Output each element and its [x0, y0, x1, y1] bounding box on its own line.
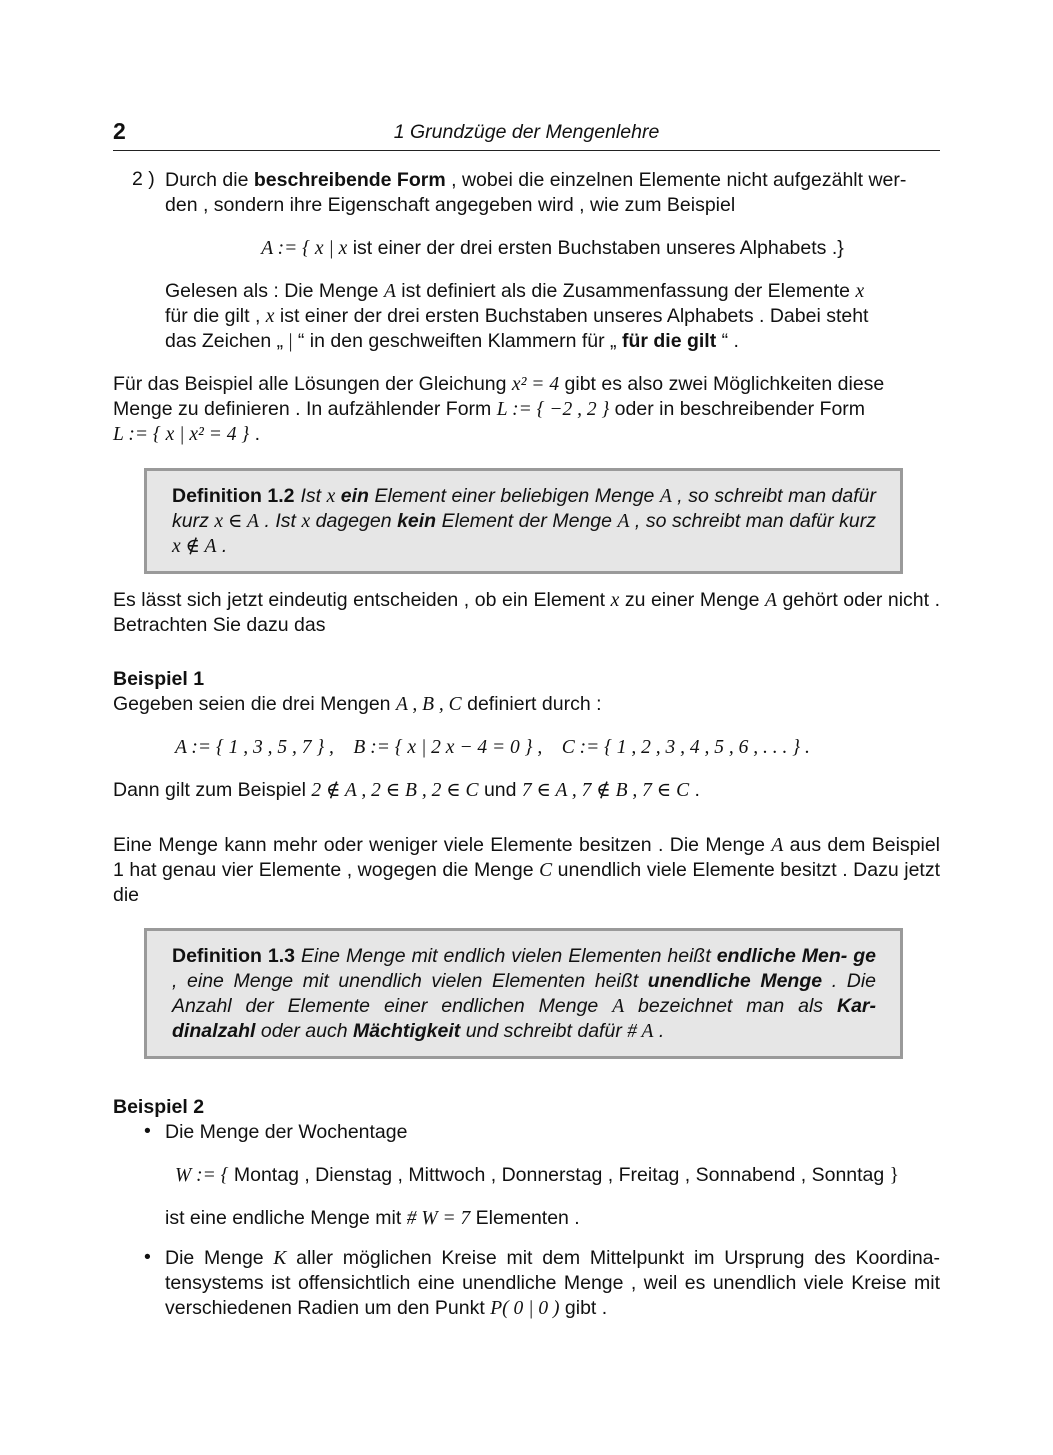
beispiel-2	[113, 1095, 940, 1321]
definition-label: Definition 1.2	[172, 485, 295, 507]
list-item-number: 2 )	[132, 168, 155, 190]
bullet-icon: •	[144, 1246, 151, 1268]
beispiel-1-intro: Gegeben seien die drei Mengen A , B , C definiert durch :	[113, 693, 602, 715]
list-item-2	[113, 168, 940, 354]
decide-paragraph: Es lässt sich jetzt eindeutig entscheiden , ob ein Element x zu einer Menge A gehört oder nicht . Betrachten Sie dazu das	[113, 589, 940, 636]
page-number: 2	[113, 118, 126, 144]
definition-1-3-box: Definition 1.3 Eine Menge mit endlich vielen Elementen heißt endliche Men- ge , eine Menge mit unendlich vielen Elementen heißt unendliche Menge . Die Anzahl der Elemente einer endlichen Menge A bezeichnet man als Kar- dinalzahl oder auch Mächtigkeit und schreibt dafür # A .	[144, 928, 903, 1059]
chapter-title: 1 Grundzüge der Mengenlehre	[393, 121, 660, 143]
beispiel-1-then: Dann gilt zum Beispiel 2 ∉ A , 2 ∈ B , 2 ∈ C und 7 ∈ A , 7 ∉ B , 7 ∈ C .	[113, 779, 700, 801]
document-page	[113, 112, 941, 1319]
read-as-paragraph: Gelesen als : Die Menge A ist definiert als die Zusammenfassung der Elemente x für die gilt , x ist einer der drei ersten Buchstaben unseres Alphabets . Dabei steht das Zeichen „ | “ in den geschweiften Klammern für „ für die gilt “ .	[165, 280, 869, 352]
bullet-item-wochentage: • Die Menge der Wochentage W := { Montag , Dienstag , Mittwoch , Donnerstag , Freitag , Sonnabend , Sonntag } ist eine endliche Menge mit # W = 7 Elementen .	[113, 1120, 940, 1231]
beispiel-1	[113, 667, 940, 803]
term-beschreibende-form: beschreibende Form	[253, 169, 446, 191]
bullet-icon: •	[144, 1120, 151, 1142]
count-paragraph: Eine Menge kann mehr oder weniger viele Elemente besitzen . Die Menge A aus dem Beispiel 1 hat genau vier Elemente , wogegen die Menge C unendlich viele Elemente besitzt . Dazu jetzt die	[113, 834, 941, 906]
bullet-item-kreise: • Die Menge K aller möglichen Kreise mit dem Mittelpunkt im Ursprung des Koordina- tensystems ist offensichtlich eine unendliche Menge , weil es unendlich viele Kreise mit verschiedenen Radien um den Punkt P( 0 | 0 ) gibt .	[144, 1246, 940, 1319]
definition-label: Definition 1.3	[172, 945, 295, 967]
item2-line1: Durch die beschreibende Form , wobei die einzelnen Elemente nicht aufgezählt wer-	[165, 169, 907, 191]
definition-1-2-box: Definition 1.2 Ist x ein Element einer beliebigen Menge A , so schreibt man dafür kurz x ∈ A . Ist x dagegen kein Element der Menge A , so schreibt man dafür kurz x ∉ A .	[144, 468, 903, 574]
example-paragraph: Für das Beispiel alle Lösungen der Gleichung x² = 4 gibt es also zwei Möglichkeiten diese Menge zu definieren . In aufzählender Form L := { −2 , 2 } oder in beschreibender Form L := { x | x² = 4 } .	[113, 373, 885, 445]
beispiel-1-title: Beispiel 1	[113, 668, 205, 690]
page-header	[113, 112, 940, 151]
item2-line2: den , sondern ihre Eigenschaft angegeben wird , wie zum Beispiel	[165, 194, 736, 216]
beispiel-2-title: Beispiel 2	[113, 1096, 205, 1118]
list-item-body	[165, 168, 940, 354]
beispiel-1-display: A := { 1 , 3 , 5 , 7 } , B := { x | 2 x − 4 = 0 } , C := { 1 , 2 , 3 , 4 , 5 , 6 , . . . } .	[175, 737, 810, 758]
display-formula-A: A := { x | x ist einer der drei ersten Buchstaben unseres Alphabets .}	[261, 237, 844, 259]
wochentage-display: W := { Montag , Dienstag , Mittwoch , Donnerstag , Freitag , Sonnabend , Sonntag }	[175, 1164, 900, 1186]
